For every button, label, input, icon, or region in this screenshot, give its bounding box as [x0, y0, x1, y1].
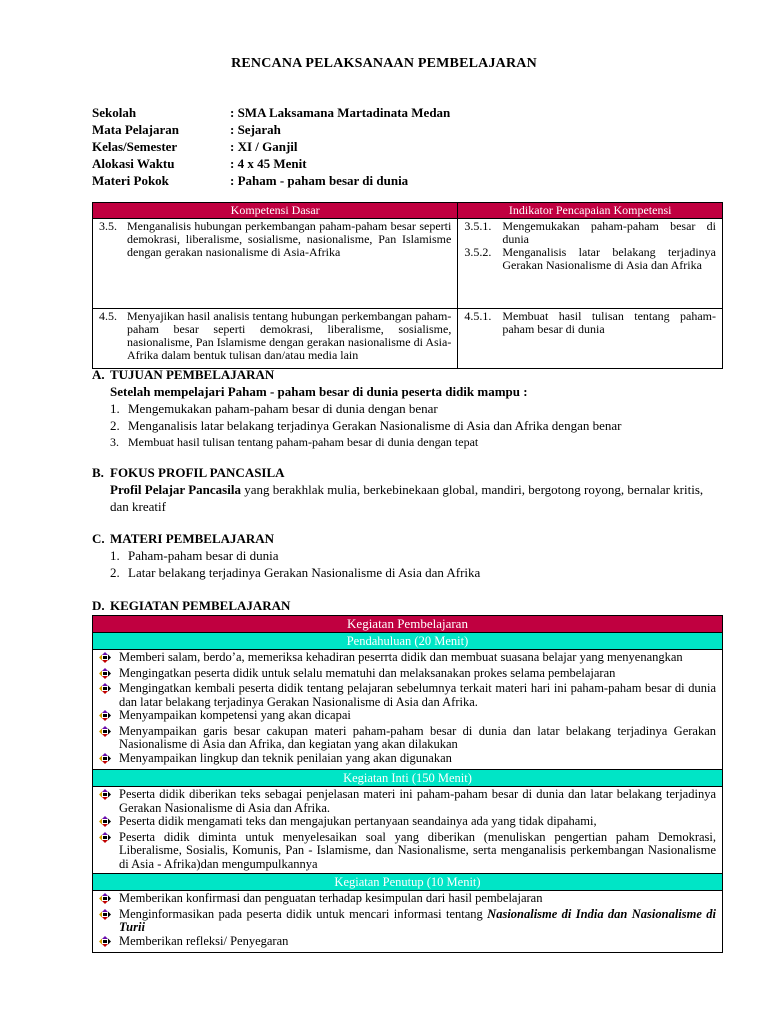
- list-item: [99, 752, 716, 768]
- identity-key: Sekolah: [92, 105, 137, 120]
- list-text: Peserta didik diberikan teks sebagai penjelasan materi ini paham-paham besar di dunia dan latar belakang terjadinya Gerakan Nasionalisme di Asia dan Afrika.: [119, 787, 716, 815]
- indikator-text: Menganalisis latar belakang terjadinya Gerakan Nasionalisme di Asia dan Afrika: [502, 245, 716, 272]
- kompetensi-header-row: [93, 203, 723, 219]
- four-arrow-bullet-icon: [99, 682, 119, 709]
- identity-row-mapel: [92, 121, 450, 138]
- list-number: 1.: [110, 548, 120, 563]
- list-text: Menyampaikan lingkup dan teknik penilaian yang akan digunakan: [119, 750, 452, 765]
- list-text: Memberikan konfirmasi dan penguatan terhadap kesimpulan dari hasil pembelajaran: [119, 891, 543, 905]
- four-arrow-bullet-icon: [99, 651, 119, 667]
- list-text-plain: Menginformasikan pada peserta didik untuk mencari informasi tentang: [119, 906, 488, 921]
- list-text: Mengingatkan kembali peserta didik tentang pelajaran sebelumnya terkait materi hari ini paham-paham besar di dunia dan latar belakang terjadinya Gerakan Nasionalisme di Asia dan Afrika.: [119, 681, 716, 709]
- kd-item: [99, 310, 451, 362]
- section-letter: A.: [92, 367, 105, 382]
- indikator-item: [464, 310, 716, 336]
- list-item: [99, 725, 716, 752]
- identity-row-alokasi: [92, 155, 450, 172]
- kd-cell: [93, 309, 458, 369]
- kompetensi-row: [93, 309, 723, 369]
- list-text: Mengingatkan peserta didik untuk selalu mematuhi dan melaksanakan prokes selama pembelajaran: [119, 665, 616, 680]
- indikator-header: Indikator Pencapaian Kompetensi: [458, 203, 723, 219]
- indikator-number: 4.5.1.: [464, 309, 492, 323]
- list-text: [119, 908, 716, 935]
- kd-text: Menganalisis hubungan perkembangan paham-paham besar seperti demokrasi, liberalisme, sosialisme, nasionalisme, Pan Islamisme dengan gerakan nasionalisme di Asia-Afrika: [127, 219, 452, 259]
- list-text: Memberi salam, berdo’a, memeriksa kehadiran peserrta didik dan membuat suasana belajar yang menyenangkan: [119, 650, 683, 664]
- section-heading: [92, 530, 724, 547]
- list-item: [99, 815, 716, 831]
- tujuan-list: [92, 400, 724, 451]
- indikator-text: Mengemukakan paham-paham besar di dunia: [502, 219, 716, 246]
- kompetensi-row: [93, 219, 723, 309]
- kegiatan-header: Kegiatan Pembelajaran: [93, 616, 723, 633]
- kompetensi-table: [92, 202, 723, 369]
- four-arrow-bullet-icon: [99, 709, 119, 725]
- list-text: Latar belakang terjadinya Gerakan Nasionalisme di Asia dan Afrika: [128, 565, 481, 580]
- list-item: [110, 417, 724, 434]
- identity-row-sekolah: [92, 104, 450, 121]
- list-number: 2.: [110, 565, 120, 580]
- list-item: [99, 682, 716, 709]
- list-text: Menganalisis latar belakang terjadinya Gerakan Nasionalisme di Asia dan Afrika dengan benar: [128, 418, 622, 433]
- indikator-text: Membuat hasil tulisan tentang paham-paham besar di dunia: [502, 309, 716, 336]
- kegiatan-table: [92, 615, 723, 953]
- section-tujuan: [92, 366, 724, 451]
- four-arrow-bullet-icon: [99, 815, 119, 831]
- inti-header: Kegiatan Inti (150 Menit): [93, 770, 723, 787]
- list-text: Menyampaikan kompetensi yang akan dicapai: [119, 708, 351, 722]
- list-text: Peserta didik mengamati teks dan mengajukan pertanyaan seandainya ada yang tidak dipahami,: [119, 814, 597, 828]
- list-text: Mengemukakan paham-paham besar di dunia dengan benar: [128, 401, 438, 416]
- list-item: [110, 434, 724, 451]
- kd-number: 3.5.: [99, 219, 117, 233]
- list-item: [110, 564, 724, 581]
- indikator-cell: [458, 309, 723, 369]
- section-title: TUJUAN PEMBELAJARAN: [110, 367, 275, 382]
- section-title: MATERI PEMBELAJARAN: [110, 531, 275, 546]
- list-item: [99, 892, 716, 908]
- profil-bold: Profil Pelajar Pancasila: [110, 482, 241, 497]
- identity-value: : SMA Laksamana Martadinata Medan: [230, 105, 451, 120]
- list-number: 2.: [110, 418, 120, 433]
- section-title: FOKUS PROFIL PANCASILA: [110, 465, 285, 480]
- list-number: 1.: [110, 401, 120, 416]
- pendahuluan-header: Pendahuluan (20 Menit): [93, 633, 723, 650]
- four-arrow-bullet-icon: [99, 667, 119, 683]
- section-letter: C.: [92, 531, 105, 546]
- document-title: RENCANA PELAKSANAAN PEMBELAJARAN: [231, 56, 537, 71]
- kompetensi-dasar-header: Kompetensi Dasar: [93, 203, 458, 219]
- list-text: Menyampaikan garis besar cakupan materi paham-paham besar di dunia dan latar belakang terjadinya Gerakan Nasionalisme di Asia dan Afrika, dan kegiatan yang akan dilakukan: [119, 723, 716, 751]
- materi-list: [92, 547, 724, 581]
- profil-text: [92, 481, 724, 515]
- section-kegiatan: [92, 597, 724, 614]
- inti-body: [93, 787, 723, 874]
- list-item: [110, 400, 724, 417]
- penutup-body: [93, 891, 723, 953]
- indikator-number: 3.5.1.: [464, 219, 492, 233]
- profil-rest: yang berakhlak mulia, berkebinekaan global, mandiri, bergotong royong, bernalar kritis, dan kreatif: [110, 482, 704, 514]
- list-text: Paham-paham besar di dunia: [128, 548, 279, 563]
- list-text: Peserta didik diminta untuk menyelesaikan soal yang diberikan (menuliskan pengertian paham Demokrasi, Liberalisme, Sosialis, Komunis, Pan - Islamisme, dan Nasionalisme, serta menganalisis perkembangan Nasionalisme di Asia - Afrika)dan mengumpulkannya: [119, 829, 716, 871]
- list-item: [99, 935, 716, 951]
- indikator-item: [464, 220, 716, 246]
- identity-value: : 4 x 45 Menit: [230, 156, 307, 171]
- list-item: [99, 667, 716, 683]
- penutup-header: Kegiatan Penutup (10 Menit): [93, 874, 723, 891]
- tujuan-intro: Setelah mempelajari Paham - paham besar di dunia peserta didik mampu :: [110, 384, 528, 399]
- identity-key: Kelas/Semester: [92, 139, 178, 154]
- indikator-cell: [458, 219, 723, 309]
- indikator-number: 3.5.2.: [464, 245, 492, 259]
- section-profil-pancasila: [92, 464, 724, 515]
- kd-text: Menyajikan hasil analisis tentang hubungan perkembangan paham-paham besar seperti demokrasi, liberalisme, sosialisme, nasionalisme, Pan Islamisme dengan gerakan nasionalisme di Asia-Afrika dalam bentuk tulisan dan/atau media lain: [127, 309, 452, 362]
- list-text-emphasis: Nasionalisme di India dan Nasionalisme di Turii: [119, 906, 716, 934]
- kd-number: 4.5.: [99, 309, 117, 323]
- identity-key: Materi Pokok: [92, 173, 169, 188]
- identity-value: : Paham - paham besar di dunia: [230, 173, 409, 188]
- section-heading: [92, 366, 724, 383]
- identity-value: : Sejarah: [230, 122, 281, 137]
- pendahuluan-body: [93, 650, 723, 770]
- section-materi: [92, 530, 724, 581]
- identity-key: Alokasi Waktu: [92, 156, 175, 171]
- list-item: [99, 908, 716, 935]
- four-arrow-bullet-icon: [99, 935, 119, 951]
- four-arrow-bullet-icon: [99, 892, 119, 908]
- list-item: [110, 547, 724, 564]
- list-item: [99, 831, 716, 872]
- list-text: Memberikan refleksi/ Penyegaran: [119, 933, 289, 948]
- section-heading: [92, 464, 724, 481]
- section-letter: B.: [92, 465, 104, 480]
- four-arrow-bullet-icon: [99, 788, 119, 815]
- list-item: [99, 651, 716, 667]
- section-letter: D.: [92, 598, 105, 613]
- identity-row-materi: [92, 172, 450, 189]
- identity-value: : XI / Ganjil: [230, 139, 298, 154]
- identity-key: Mata Pelajaran: [92, 122, 180, 137]
- four-arrow-bullet-icon: [99, 752, 119, 768]
- identity-block: [92, 104, 450, 189]
- list-item: [99, 788, 716, 815]
- indikator-item: [464, 246, 716, 272]
- list-number: 3.: [110, 435, 119, 449]
- identity-row-kelas: [92, 138, 450, 155]
- kd-item: [99, 220, 451, 259]
- list-text: Membuat hasil tulisan tentang paham-paham besar di dunia dengan tepat: [128, 435, 479, 449]
- kd-cell: [93, 219, 458, 309]
- section-title: KEGIATAN PEMBELAJARAN: [110, 598, 291, 613]
- section-heading: [92, 597, 724, 614]
- four-arrow-bullet-icon: [99, 908, 119, 935]
- four-arrow-bullet-icon: [99, 725, 119, 752]
- four-arrow-bullet-icon: [99, 831, 119, 872]
- list-item: [99, 709, 716, 725]
